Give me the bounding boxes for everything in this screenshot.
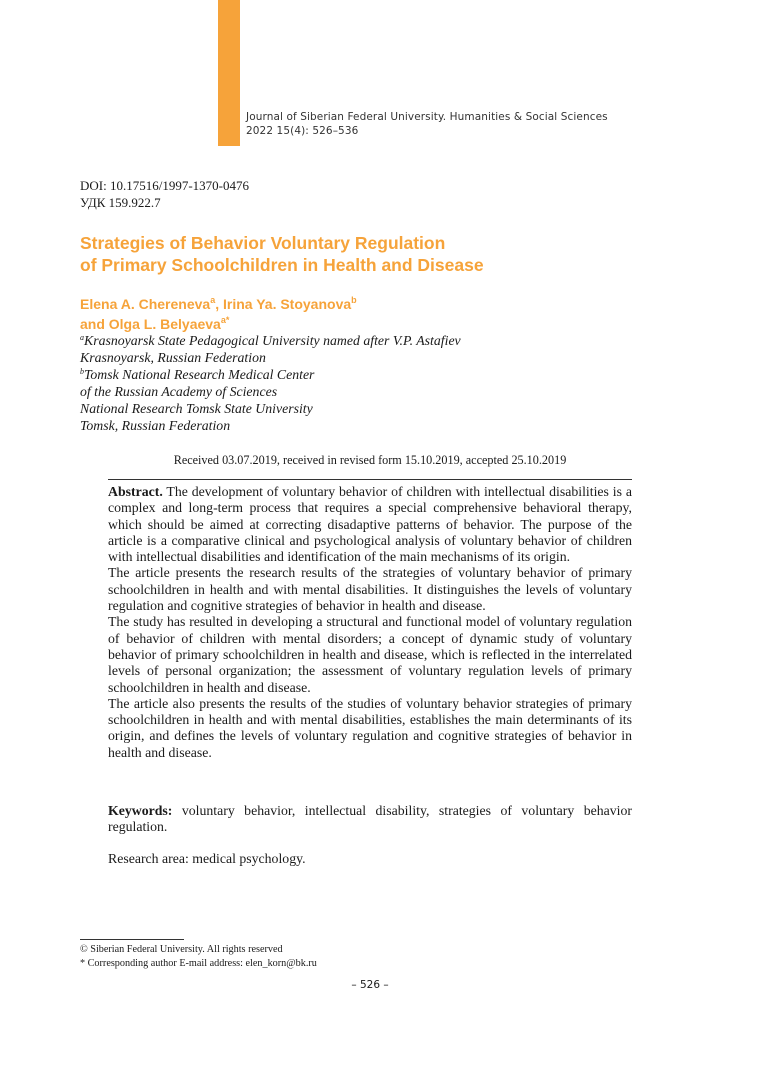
abstract-text: The development of voluntary behavior of children with intellectual disabilities is a complex and long-term process that requires a special comprehensive behavioral therapy, which should be aimed at correcting disadaptive patterns of behavior. The purpose of the article is a comparative clinical and psychological analysis of voluntary behavior of children with intellectual disabilities and identification of the main mechanisms of its origin. [108, 484, 632, 565]
author-separator: , [215, 296, 224, 312]
title-line-2: of Primary Schoolchildren in Health and Disease [80, 255, 484, 275]
abstract-paragraph: The article presents the research results of the strategies of voluntary behavior of primary schoolchildren in health and with mental disabilities. It distinguishes the levels of voluntary regulation and cognitive strategies of behavior in health and disease. [108, 565, 632, 614]
affiliation-line: Tomsk National Research Medical Center [84, 367, 315, 382]
abstract-paragraph [108, 484, 632, 565]
authors-line-1 [80, 294, 357, 314]
author-name: Elena A. Chereneva [80, 296, 211, 312]
author-list [80, 294, 357, 334]
keywords-label: Keywords: [108, 803, 173, 818]
affiliation-line: Krasnoyarsk, Russian Federation [80, 350, 266, 365]
author-conjunction: and [80, 316, 109, 332]
divider [108, 479, 632, 480]
research-area: Research area: medical psychology. [108, 851, 306, 866]
received-dates: Received 03.07.2019, received in revised form 15.10.2019, accepted 25.10.2019 [173, 453, 567, 467]
journal-issue: 2022 15(4): 526–536 [246, 125, 359, 137]
article-title [80, 232, 484, 276]
copyright-note: © Siberian Federal University. All rights reserved [80, 944, 283, 955]
affiliation-line: National Research Tomsk State University [80, 401, 313, 416]
corresponding-author-note: * Corresponding author E-mail address: elen_korn@bk.ru [80, 958, 317, 969]
abstract-paragraph: The study has resulted in developing a structural and functional model of voluntary regulation of behavior of children with mental disorders; a concept of dynamic study of voluntary behavior of primary schoolchildren in health and disease, which is reflected in the interrelated levels of personal organization; the assessment of voluntary regulation levels of primary schoolchildren in health and disease. [108, 614, 632, 695]
affiliation-line: Tomsk, Russian Federation [80, 418, 231, 433]
abstract [108, 484, 632, 761]
abstract-label: Abstract. [108, 484, 163, 499]
journal-header [246, 110, 608, 138]
keywords [108, 803, 632, 836]
udk-code: УДК 159.922.7 [80, 195, 161, 210]
journal-accent-bar [218, 0, 240, 146]
affiliation-b [80, 366, 461, 383]
author-name: Olga L. Belyaeva [108, 316, 221, 332]
affiliation-line: Krasnoyarsk State Pedagogical University named after V.P. Astafiev [84, 333, 461, 348]
keywords-text: voluntary behavior, intellectual disability, strategies of voluntary behavior regulation. [108, 803, 632, 835]
author-name: Irina Ya. Stoyanova [223, 296, 352, 312]
journal-name: Journal of Siberian Federal University. Humanities & Social Sciences [246, 111, 608, 123]
page-number: – 526 – [351, 979, 389, 991]
authors-line-2 [80, 314, 357, 334]
affiliations [80, 332, 461, 434]
title-line-1: Strategies of Behavior Voluntary Regulation [80, 233, 446, 253]
affiliation-line: of the Russian Academy of Sciences [80, 384, 278, 399]
affil-mark: b [80, 367, 84, 376]
abstract-paragraph: The article also presents the results of the studies of voluntary behavior strategies of primary schoolchildren in health and with mental disabilities, establishes the main determinants of its origin, and defines the levels of voluntary regulation and cognitive strategies of behavior in health and disease. [108, 695, 632, 760]
footnotes [80, 943, 317, 971]
author-affil-mark: b [351, 295, 357, 305]
author-affil-mark: a [210, 295, 216, 305]
article-identifiers [80, 177, 249, 211]
affil-mark: a [80, 333, 84, 342]
footnote-divider [80, 939, 184, 940]
affiliation-a [80, 332, 461, 349]
doi-link[interactable]: DOI: 10.17516/1997-1370-0476 [80, 178, 249, 193]
author-affil-mark: a* [220, 315, 230, 325]
